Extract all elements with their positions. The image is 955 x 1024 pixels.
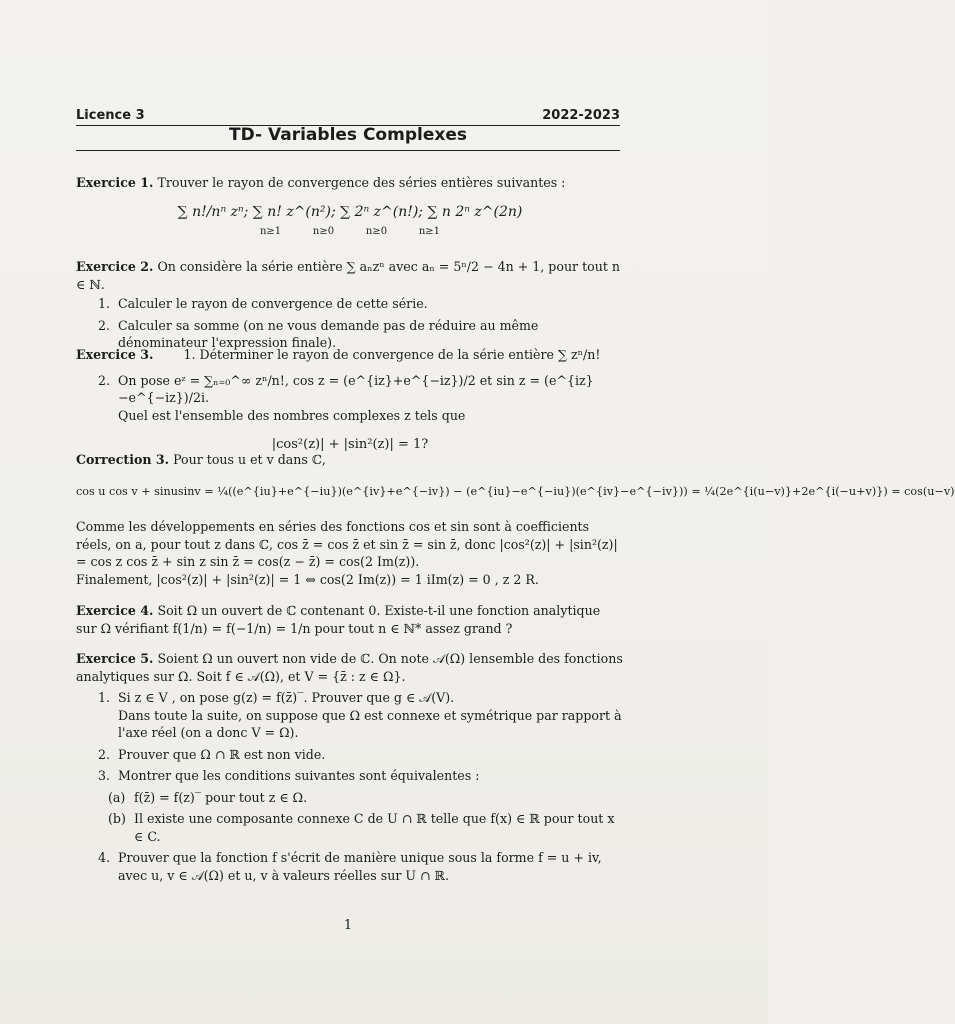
exercise-2-item-1: 1. Calculer le rayon de convergence de cette série.: [98, 296, 428, 311]
exercise-1-series: ∑ n!/nⁿ zⁿ; ∑ n! z^(n²); ∑ 2ⁿ z^(n!); ∑ n 2ⁿ z^(2n): [177, 203, 523, 220]
page-title: TD- Variables Complexes: [229, 125, 467, 145]
title-rule: [76, 150, 620, 151]
exercise-2: [76, 258, 624, 352]
correction-3-text: Pour tous u et v dans ℂ,: [173, 452, 326, 467]
exercise-5-sub-b: (b) Il existe une composante connexe C de U ∩ ℝ telle que f(x) ∈ ℝ pour tout x ∈ C.: [108, 811, 615, 844]
exercise-3-item-2: 2. On pose eᶻ = ∑ₙ₌₀^∞ zⁿ/n!, cos z = (e^{iz}+e^{−iz})/2 et sin z = (e^{iz}−e^{−iz})/2i.: [98, 372, 594, 405]
exercise-1-label: Exercice 1.: [76, 175, 154, 190]
exercise-4-text: Soit Ω un ouvert de ℂ contenant 0. Existe-t-il une fonction analytique sur Ω vérifiant f(1/n) = f(−1/n) = 1/n pour tout n ∈ ℕ* assez grand ?: [76, 603, 601, 636]
correction-3-formula: cos u cos v + sinusinv = ¼((e^{iu}+e^{−iu})(e^{iv}+e^{−iv}) − (e^{iu}−e^{−iu})(e^{iv}−e^{−iv})) = ¼(2e^{i(u−v)}+2e^{i(−u+v)}) = cos(u−v): [76, 484, 955, 498]
exercise-5-item-3: 3. Montrer que les conditions suivantes sont équivalentes :: [98, 768, 480, 783]
correction-3: [76, 451, 955, 500]
exercise-5-label: Exercice 5.: [76, 651, 154, 666]
exercise-5-item-2: 2. Prouver que Ω ∩ ℝ est non vide.: [98, 746, 326, 762]
exercise-5: [76, 650, 624, 884]
correction-3-p1: Comme les développements en séries des fonctions cos et sin sont à coefficients réels, on a, pour tout z dans ℂ, cos z̄ = cos z̄ et sin z̄ = sin z̄, donc |cos²(z)| + |sin²(z)| = cos z cos z̄ + sin z sin z̄ = cos(z − z̄) = cos(2 Im(z)).: [76, 519, 618, 569]
exercise-1-bounds: n≥1 n≥0 n≥0 n≥1: [259, 226, 441, 237]
exercise-4-label: Exercice 4.: [76, 603, 154, 618]
exercise-3-question: Quel est l'ensemble des nombres complexes z tels que: [118, 407, 466, 423]
exercise-5-item-1-note: Dans toute la suite, on suppose que Ω est connexe et symétrique par rapport à l'axe réel (on a donc V = Ω).: [118, 707, 622, 740]
exercise-3-item-1: Déterminer le rayon de convergence de la série entière ∑ zⁿ/n!: [199, 347, 601, 362]
academic-year: 2022-2023: [542, 108, 620, 123]
course-level: Licence 3: [76, 108, 145, 123]
exercise-3-formula: |cos²(z)| + |sin²(z)| = 1?: [271, 437, 429, 452]
exercise-4: [76, 602, 624, 637]
exercise-5-text: Soient Ω un ouvert non vide de ℂ. On note 𝒜(Ω) lensemble des fonctions analytiques sur Ω. Soit f ∈ 𝒜(Ω), et V = {z̄ : z ∈ Ω}.: [76, 651, 623, 684]
exercise-1: [76, 174, 624, 241]
correction-3-paragraph: [76, 518, 624, 588]
exercise-5-sub-a: (a) f(z̄) = f(z)‾ pour tout z ∈ Ω.: [108, 789, 308, 805]
exercise-2-text: On considère la série entière ∑ aₙzⁿ avec aₙ = 5ⁿ/2 − 4n + 1, pour tout n ∈ ℕ.: [76, 259, 621, 292]
correction-3-p2: Finalement, |cos²(z)| + |sin²(z)| = 1 ⇔ cos(2 Im(z)) = 1 iIm(z) = 0 , z 2 R.: [76, 571, 539, 587]
exercise-3: Exercice 3. 1. Déterminer le rayon de convergence de la série entière ∑ zⁿ/n! 2. On pose eᶻ = ∑ₙ₌₀^∞ zⁿ/n!, cos z = (e^{iz}+e^{−iz})/2 et sin z = (e^{iz}−e^{−iz})/2i. Quel est l'ensemble des nombres complexes z tels que |cos²(z)| + |sin²(z)| = 1?: [76, 346, 624, 454]
exercise-2-label: Exercice 2.: [76, 259, 154, 274]
exercise-2-item-2: 2. Calculer sa somme (on ne vous demande pas de réduire au même dénominateur l'expression finale).: [98, 317, 539, 350]
correction-3-label: Correction 3.: [76, 452, 170, 467]
page-number: 1: [343, 918, 353, 933]
exercise-3-label: Exercice 3.: [76, 347, 154, 362]
exercise-1-text: Trouver le rayon de convergence des séries entières suivantes :: [157, 175, 566, 190]
exercise-5-item-4: 4. Prouver que la fonction f s'écrit de manière unique sous la forme f = u + iv, avec u, v ∈ 𝒜(Ω) et u, v à valeurs réelles sur U ∩ ℝ.: [98, 850, 602, 883]
exercise-5-item-1: 1. Si z ∈ V , on pose g(z) = f(z̄)‾. Prouver que g ∈ 𝒜(V).: [98, 690, 455, 705]
